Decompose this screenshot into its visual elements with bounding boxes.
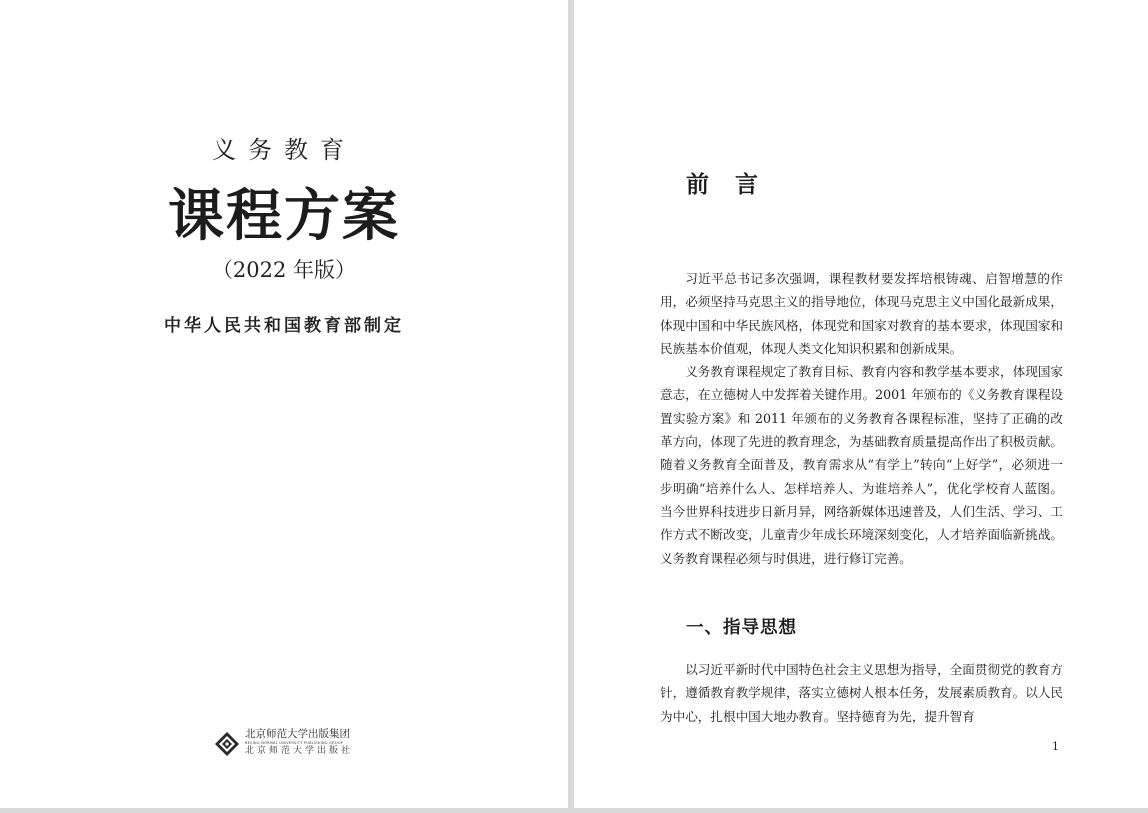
- cover-edition: （2022 年版）: [211, 258, 357, 282]
- cover-authority: 中华人民共和国教育部制定: [164, 316, 404, 336]
- section-paragraph-1: 以习近平新时代中国特色社会主义思想为指导，全面贯彻党的教育方针，遵循教育教学规律，落实立德树人根本任务，发展素质教育。以人民为中心，扎根中国大地办教育。坚持德育为先，提升智育: [660, 662, 1063, 724]
- cover-title: 课程方案: [168, 183, 400, 249]
- cover-page: [0, 0, 568, 808]
- preface-paragraph-1: 习近平总书记多次强调，课程教材要发挥培根铸魂、启智增慧的作用，必须坚持马克思主义的指导地位，体现马克思主义中国化最新成果，体现中国和中华民族风格，体现党和国家对教育的基本要求，体现国家和民族基本价值观，体现人类文化知识积累和创新成果。: [660, 271, 1063, 356]
- section-body: [660, 658, 1063, 728]
- preface-title: 前言: [686, 171, 784, 198]
- preface-paragraph-2: 义务教育课程规定了教育目标、教育内容和教学基本要求，体现国家意志，在立德树人中发挥着关键作用。2001 年颁布的《义务教育课程设置实验方案》和 2011 年颁布的义务教育各课程标准，坚持了正确的改革方向，体现了先进的教育理念，为基础教育质量提高作出了积极贡献。随着义务教育全面普及，教育需求从“有学上”转向“上好学”，必须进一步明确“培养什么人、怎样培养人、为谁培养人”，优化学校育人蓝图。当今世界科技进步日新月异，网络新媒体迅速普及，人们生活、学习、工作方式不断改变，儿童青少年成长环境深刻变化，人才培养面临新挑战。义务教育课程必须与时俱进，进行修订完善。: [660, 364, 1063, 566]
- publisher-english-name: BEIJING NORMAL UNIVERSITY PUBLISHING GROUP: [245, 741, 344, 745]
- cover-subtitle: 义务教育: [212, 136, 356, 164]
- publisher-secondary-name: 北京师范大学出版社: [245, 746, 354, 756]
- preface-body: [660, 267, 1063, 570]
- publisher-logo-block: [214, 726, 374, 762]
- publisher-name: 北京师范大学出版集团: [245, 728, 350, 740]
- publisher-text: [245, 728, 375, 757]
- preface-page: [574, 0, 1148, 808]
- page-number: 1: [1052, 740, 1059, 753]
- section-heading: 一、指导思想: [686, 618, 797, 638]
- bnu-diamond-logo-icon: [214, 731, 240, 757]
